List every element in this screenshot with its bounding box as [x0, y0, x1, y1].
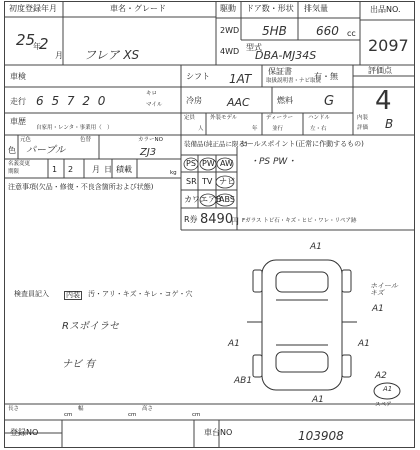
recycle-hand: 8490 — [200, 212, 234, 227]
displacement-label: 排気量 — [304, 4, 328, 13]
sales-point-label: セールスポイント(正常に作動するもの) — [240, 140, 364, 148]
equip-leather: カワ — [184, 195, 200, 204]
reg-no-label: 登録NO — [10, 428, 39, 437]
equip-tv: TV — [202, 177, 213, 186]
capacity-unit: 人 — [198, 126, 204, 132]
equip-navi: ナビ — [219, 177, 235, 186]
dealer-sub: 並行 — [272, 126, 284, 132]
sales-hand: ・PS PW・ — [250, 157, 297, 167]
category-label: 車歴 — [10, 117, 26, 126]
note-navi: ナビ 有 — [62, 359, 96, 370]
color-no-hand: ZJ3 — [140, 147, 157, 158]
height-label: 高さ — [142, 406, 154, 412]
original-color-label: 元色 — [20, 137, 32, 143]
damage-legend: Fガラス トビ石・キズ・ヒビ・ワレ・リペア跡 — [242, 218, 357, 224]
chassis-hand: 103908 — [298, 429, 344, 443]
model-hand: DBA-MJ34S — [255, 49, 317, 62]
mileage-unit-mile: マイル — [146, 102, 163, 108]
mileage-label: 走行 — [10, 97, 26, 106]
interior-sub: 評価 — [357, 125, 369, 131]
inspector-sub: 内装 — [66, 291, 80, 299]
spare-note: A1 — [383, 385, 393, 393]
exhibit-no: 2097 — [368, 36, 409, 55]
equip-sr: SR — [186, 177, 197, 186]
note-spoiler: Rスポイラセ — [62, 321, 119, 332]
doors-hand: 5HB — [262, 24, 287, 38]
width-unit: cm — [128, 412, 137, 418]
equip-aw: AW — [220, 159, 233, 168]
notes-label: 注意事項(欠品・修復・不良含箇所および状態) — [8, 183, 154, 191]
doors-shape-label: ドア数・形状 — [246, 4, 294, 13]
model-year-unit: 年 — [252, 126, 258, 132]
car-name-hand: フレア XS — [84, 48, 140, 62]
exhibit-no-label: 出品NO. — [370, 5, 401, 14]
name-change-2: 2 — [68, 165, 74, 174]
load-label: 積載 — [116, 165, 132, 174]
dealer-label: ディーラー — [266, 115, 294, 121]
name-change-period: 期限 — [8, 169, 20, 175]
name-change-label: 名義変更 — [8, 161, 31, 167]
equip-pw: PW — [202, 159, 215, 168]
width-label: 幅 — [78, 406, 84, 412]
inspection-label: 車検 — [10, 72, 26, 81]
length-unit: cm — [64, 412, 73, 418]
ac-label: 冷房 — [186, 96, 202, 105]
mark-wheel-note: ホイール キズ — [370, 282, 398, 297]
displacement-hand: 660 — [316, 24, 339, 38]
mark-right-rear: A2 — [375, 371, 387, 381]
equip-abs: ABS — [219, 195, 235, 204]
year-hand: 25 — [16, 31, 36, 49]
mark-left-door: A1 — [228, 339, 240, 349]
fuel-hand: G — [324, 94, 335, 109]
capacity-label: 定員 — [184, 115, 196, 121]
score-hand: 4 — [375, 86, 392, 116]
mileage-unit-km: キロ — [146, 91, 158, 97]
recycle-unit: 円 — [231, 217, 239, 226]
name-change-month: 月 — [92, 165, 100, 174]
warranty-sub: 取扱説明書・ナビ取説 — [266, 78, 322, 84]
equipment-label: 装備品(純正品に限る) — [184, 140, 248, 148]
first-reg-label: 初度登録年月 — [9, 4, 57, 13]
interior-label: 内装 — [357, 115, 369, 121]
chassis-no-label: 車台NO — [204, 428, 233, 437]
color-label: 色 — [8, 146, 16, 155]
equip-airbag: エアB — [200, 195, 222, 204]
mark-right-door: A1 — [358, 339, 370, 349]
score-label: 評価点 — [368, 66, 392, 75]
drive-label: 駆動 — [220, 4, 236, 13]
mark-left-rear: AB1 — [234, 376, 253, 386]
color-no-label: カラーNO — [138, 137, 163, 143]
model-label: 型式 — [246, 43, 262, 52]
name-change-1: 1 — [52, 165, 58, 174]
color-hand: パープル — [26, 145, 66, 156]
month-unit: 月 — [55, 51, 63, 60]
category-sub: 自家用・レンタ・事業用（ ） — [36, 125, 113, 131]
model-year-label: 外装モデル — [210, 115, 238, 121]
height-unit: cm — [192, 412, 201, 418]
mileage-hand: 6 5 7 2 0 — [36, 94, 108, 108]
length-label: 長さ — [8, 406, 20, 412]
shift-label: シフト — [186, 72, 210, 81]
month-hand: 2 — [39, 35, 49, 53]
name-change-day: 日 — [104, 165, 112, 174]
interior-hand: B — [385, 117, 394, 131]
drive-2wd: 2WD — [220, 26, 240, 35]
equip-ps: PS — [186, 159, 196, 168]
load-unit: kg — [170, 170, 177, 176]
mark-front: A1 — [310, 242, 322, 252]
mark-rear: A1 — [312, 395, 324, 405]
drive-4wd: 4WD — [220, 47, 240, 56]
name-grade-label: 車名・グレード — [110, 4, 166, 13]
handle-sub: 左・右 — [310, 126, 327, 132]
inspector-label: 検査員記入 — [14, 290, 49, 298]
spare-label: スペア — [375, 402, 392, 408]
fuel-label: 燃料 — [277, 96, 293, 105]
recycle-label: R券 — [184, 215, 198, 224]
handle-label: ハンドル — [308, 115, 331, 121]
warranty-label: 保証書 — [268, 67, 292, 76]
year-unit: 年 — [33, 42, 41, 51]
warranty-yes-no: 有・無 — [314, 72, 338, 81]
mark-right-front: A1 — [372, 304, 384, 314]
repaint-label: 色替 — [80, 137, 92, 143]
cc-unit: cc — [347, 29, 356, 38]
inspector-items: 汚・アリ・キズ・キレ・コゲ・穴 — [88, 290, 193, 298]
ac-hand: AAC — [227, 96, 250, 109]
shift-hand: 1AT — [229, 72, 252, 86]
equip-circles — [181, 155, 237, 208]
